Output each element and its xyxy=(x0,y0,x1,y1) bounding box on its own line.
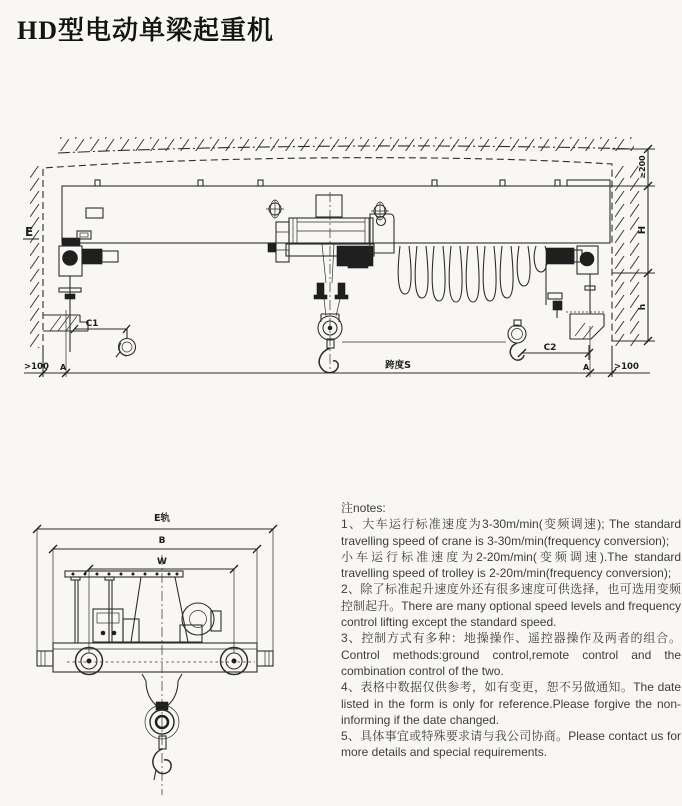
note-item-5: 5、具体事宜或特殊要求请与我公司协商。Please contact us for more details and special requirements. xyxy=(341,729,681,760)
end-view-dimensions xyxy=(33,512,277,653)
dim-label-headroom: ≥200 xyxy=(638,155,647,179)
dim-label-clearance-left: >100 xyxy=(24,362,49,372)
left-end-truck xyxy=(43,231,118,352)
dim-label-c1: C1 xyxy=(85,319,99,329)
hoist-trolley xyxy=(268,214,394,283)
note-item-1: 1、大车运行标准速度为3-30m/min(变频调速); The standard travelling speed of crane is 3-30m/min(frequency conversion); xyxy=(341,517,681,548)
rail-mark-a-left: A xyxy=(60,363,67,372)
dim-label-w: W xyxy=(157,557,167,567)
top-plate xyxy=(65,571,183,577)
bridge-girder xyxy=(62,180,610,243)
crane-end-view-drawing xyxy=(25,503,315,803)
dim-label-clearance-right: >100 xyxy=(614,362,639,372)
dim-label-H: H xyxy=(637,225,648,235)
dim-label-b: B xyxy=(158,536,166,546)
left-hook-and-c1 xyxy=(71,319,136,357)
right-end-truck xyxy=(546,246,606,339)
note-item-4: 4、表格中数据仅供参考，如有变更，恕不另做通知。The date listed in the form is only for reference.Please forgive the non-informing if the date changed. xyxy=(341,680,681,727)
dim-label-outer: E轨 xyxy=(154,513,170,524)
dim-label-c2: C2 xyxy=(543,343,557,353)
notes-section xyxy=(341,500,681,761)
note-item-3: 3、控制方式有多种：地操操作、遥控器操作及两者的组合。Control methods:ground control,remote control and the combination control of the two. xyxy=(341,631,681,678)
note-item-1b: 小车运行标准速度为2-20m/min(变频调速).The standard travelling speed of trolley is 2-20m/min(frequency conversion); xyxy=(341,549,681,581)
festoon-cable-loops xyxy=(398,246,547,302)
right-hook-and-c2 xyxy=(342,320,593,360)
girder-support xyxy=(131,577,188,642)
rail-centerlines xyxy=(66,310,590,377)
rail-mark-a-right: A xyxy=(583,363,590,372)
ceiling-hatch xyxy=(58,137,655,153)
span-dimension xyxy=(24,352,650,377)
notes-heading: 注notes: xyxy=(341,501,386,515)
dim-label-e: E xyxy=(25,225,34,239)
center-hook-block xyxy=(314,283,348,373)
dim-label-h: h xyxy=(638,303,648,311)
note-item-2: 2、除了标准起升速度外还有很多速度可供选择，也可选用变频控制起升。There are many optional speed levels and frequency control lifting except the standard speed. xyxy=(341,582,681,630)
page-title: HD型电动单梁起重机 xyxy=(17,16,275,45)
dim-label-span: 跨度S xyxy=(385,360,411,371)
crane-front-view-drawing xyxy=(0,100,682,400)
end-carriage xyxy=(37,643,273,675)
